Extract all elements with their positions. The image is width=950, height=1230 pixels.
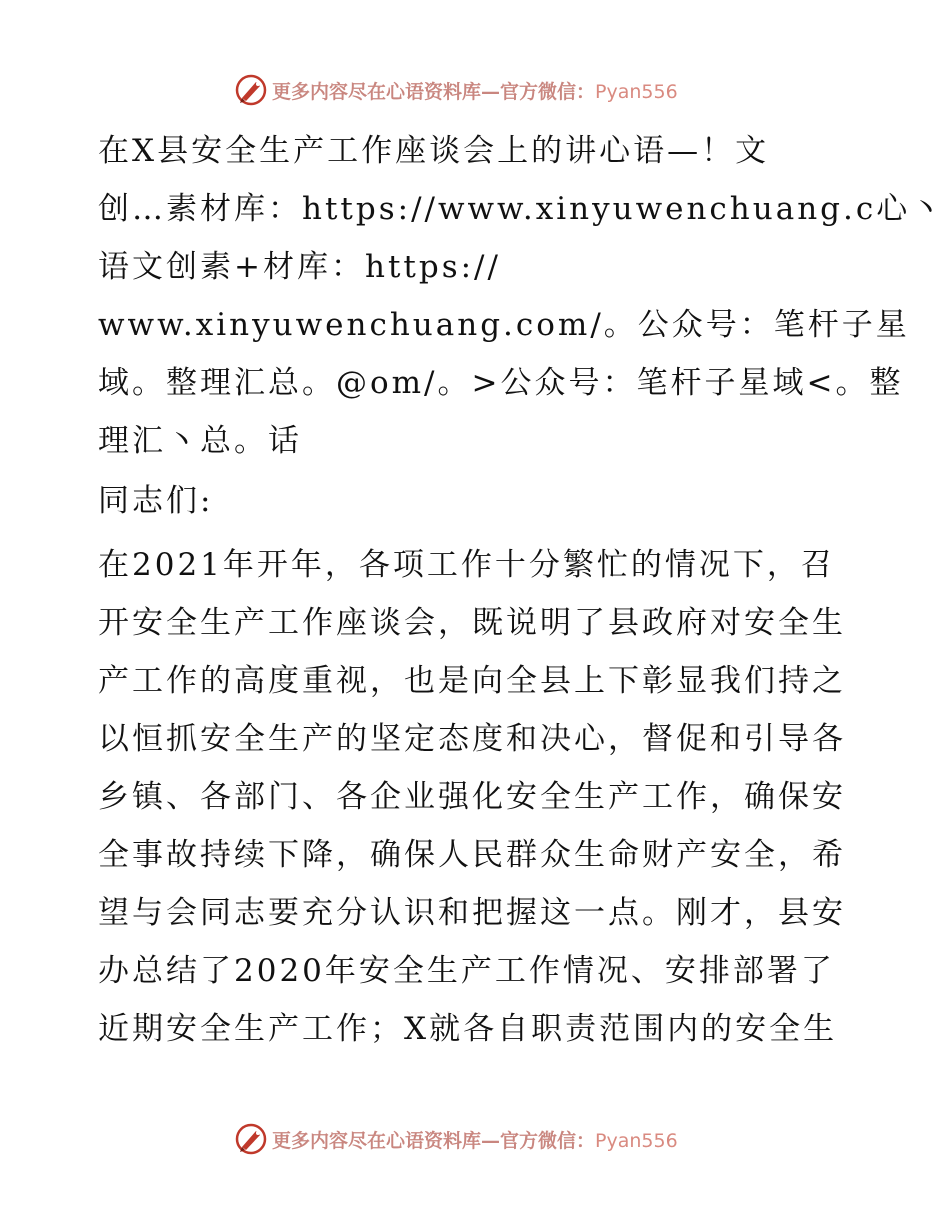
watermark-banner-bottom — [234, 1122, 714, 1156]
body-line: 乡镇、各部门、各企业强化安全生产工作，确保安 — [98, 779, 846, 815]
pen-logo-icon — [234, 73, 268, 107]
pen-logo-icon — [234, 1122, 268, 1156]
watermark-account: Pyan556 — [595, 80, 678, 103]
body-paragraph — [98, 536, 858, 1058]
body-line: 全事故持续下降，确保人民群众生命财产安全，希 — [98, 837, 846, 873]
title-line: 创…素材库：https://www.xinyuwenchuang.c心丶 — [98, 191, 945, 227]
body-line: 以恒抓安全生产的坚定态度和决心，督促和引导各 — [98, 721, 846, 757]
watermark-text — [272, 77, 678, 104]
body-line: 产工作的高度重视，也是向全县上下彰显我们持之 — [98, 663, 846, 699]
watermark-account: Pyan556 — [595, 1129, 678, 1152]
greeting-line: 同志们: — [98, 483, 214, 519]
body-line: 望与会同志要充分认识和把握这一点。刚才，县安 — [98, 895, 846, 931]
watermark-prefix: 更多内容尽在心语资料库—官方微信： — [272, 80, 596, 103]
watermark-prefix: 更多内容尽在心语资料库—官方微信： — [272, 1129, 596, 1152]
document-title — [98, 122, 945, 470]
body-line: 近期安全生产工作；X就各自职责范围内的安全生 — [98, 1011, 838, 1047]
title-line: 域。整理汇总。@om/。>公众号：笔杆子星域<。整 — [98, 365, 904, 401]
title-line: www.xinyuwenchuang.com/。公众号：笔杆子星 — [98, 307, 910, 343]
watermark-text — [272, 1126, 678, 1153]
watermark-banner-top — [234, 73, 714, 107]
body-line: 办总结了2020年安全生产工作情况、安排部署了 — [98, 953, 835, 989]
title-line: 语文创素+材库：https:// — [98, 249, 501, 285]
document-body — [98, 122, 945, 1058]
body-line: 在2021年开年，各项工作十分繁忙的情况下，召 — [98, 547, 835, 583]
body-line: 开安全生产工作座谈会，既说明了县政府对安全生 — [98, 605, 846, 641]
title-line: 在X县安全生产工作座谈会上的讲心语—！文 — [98, 133, 770, 169]
title-line: 理汇丶总。话 — [98, 423, 302, 459]
greeting — [98, 472, 858, 530]
